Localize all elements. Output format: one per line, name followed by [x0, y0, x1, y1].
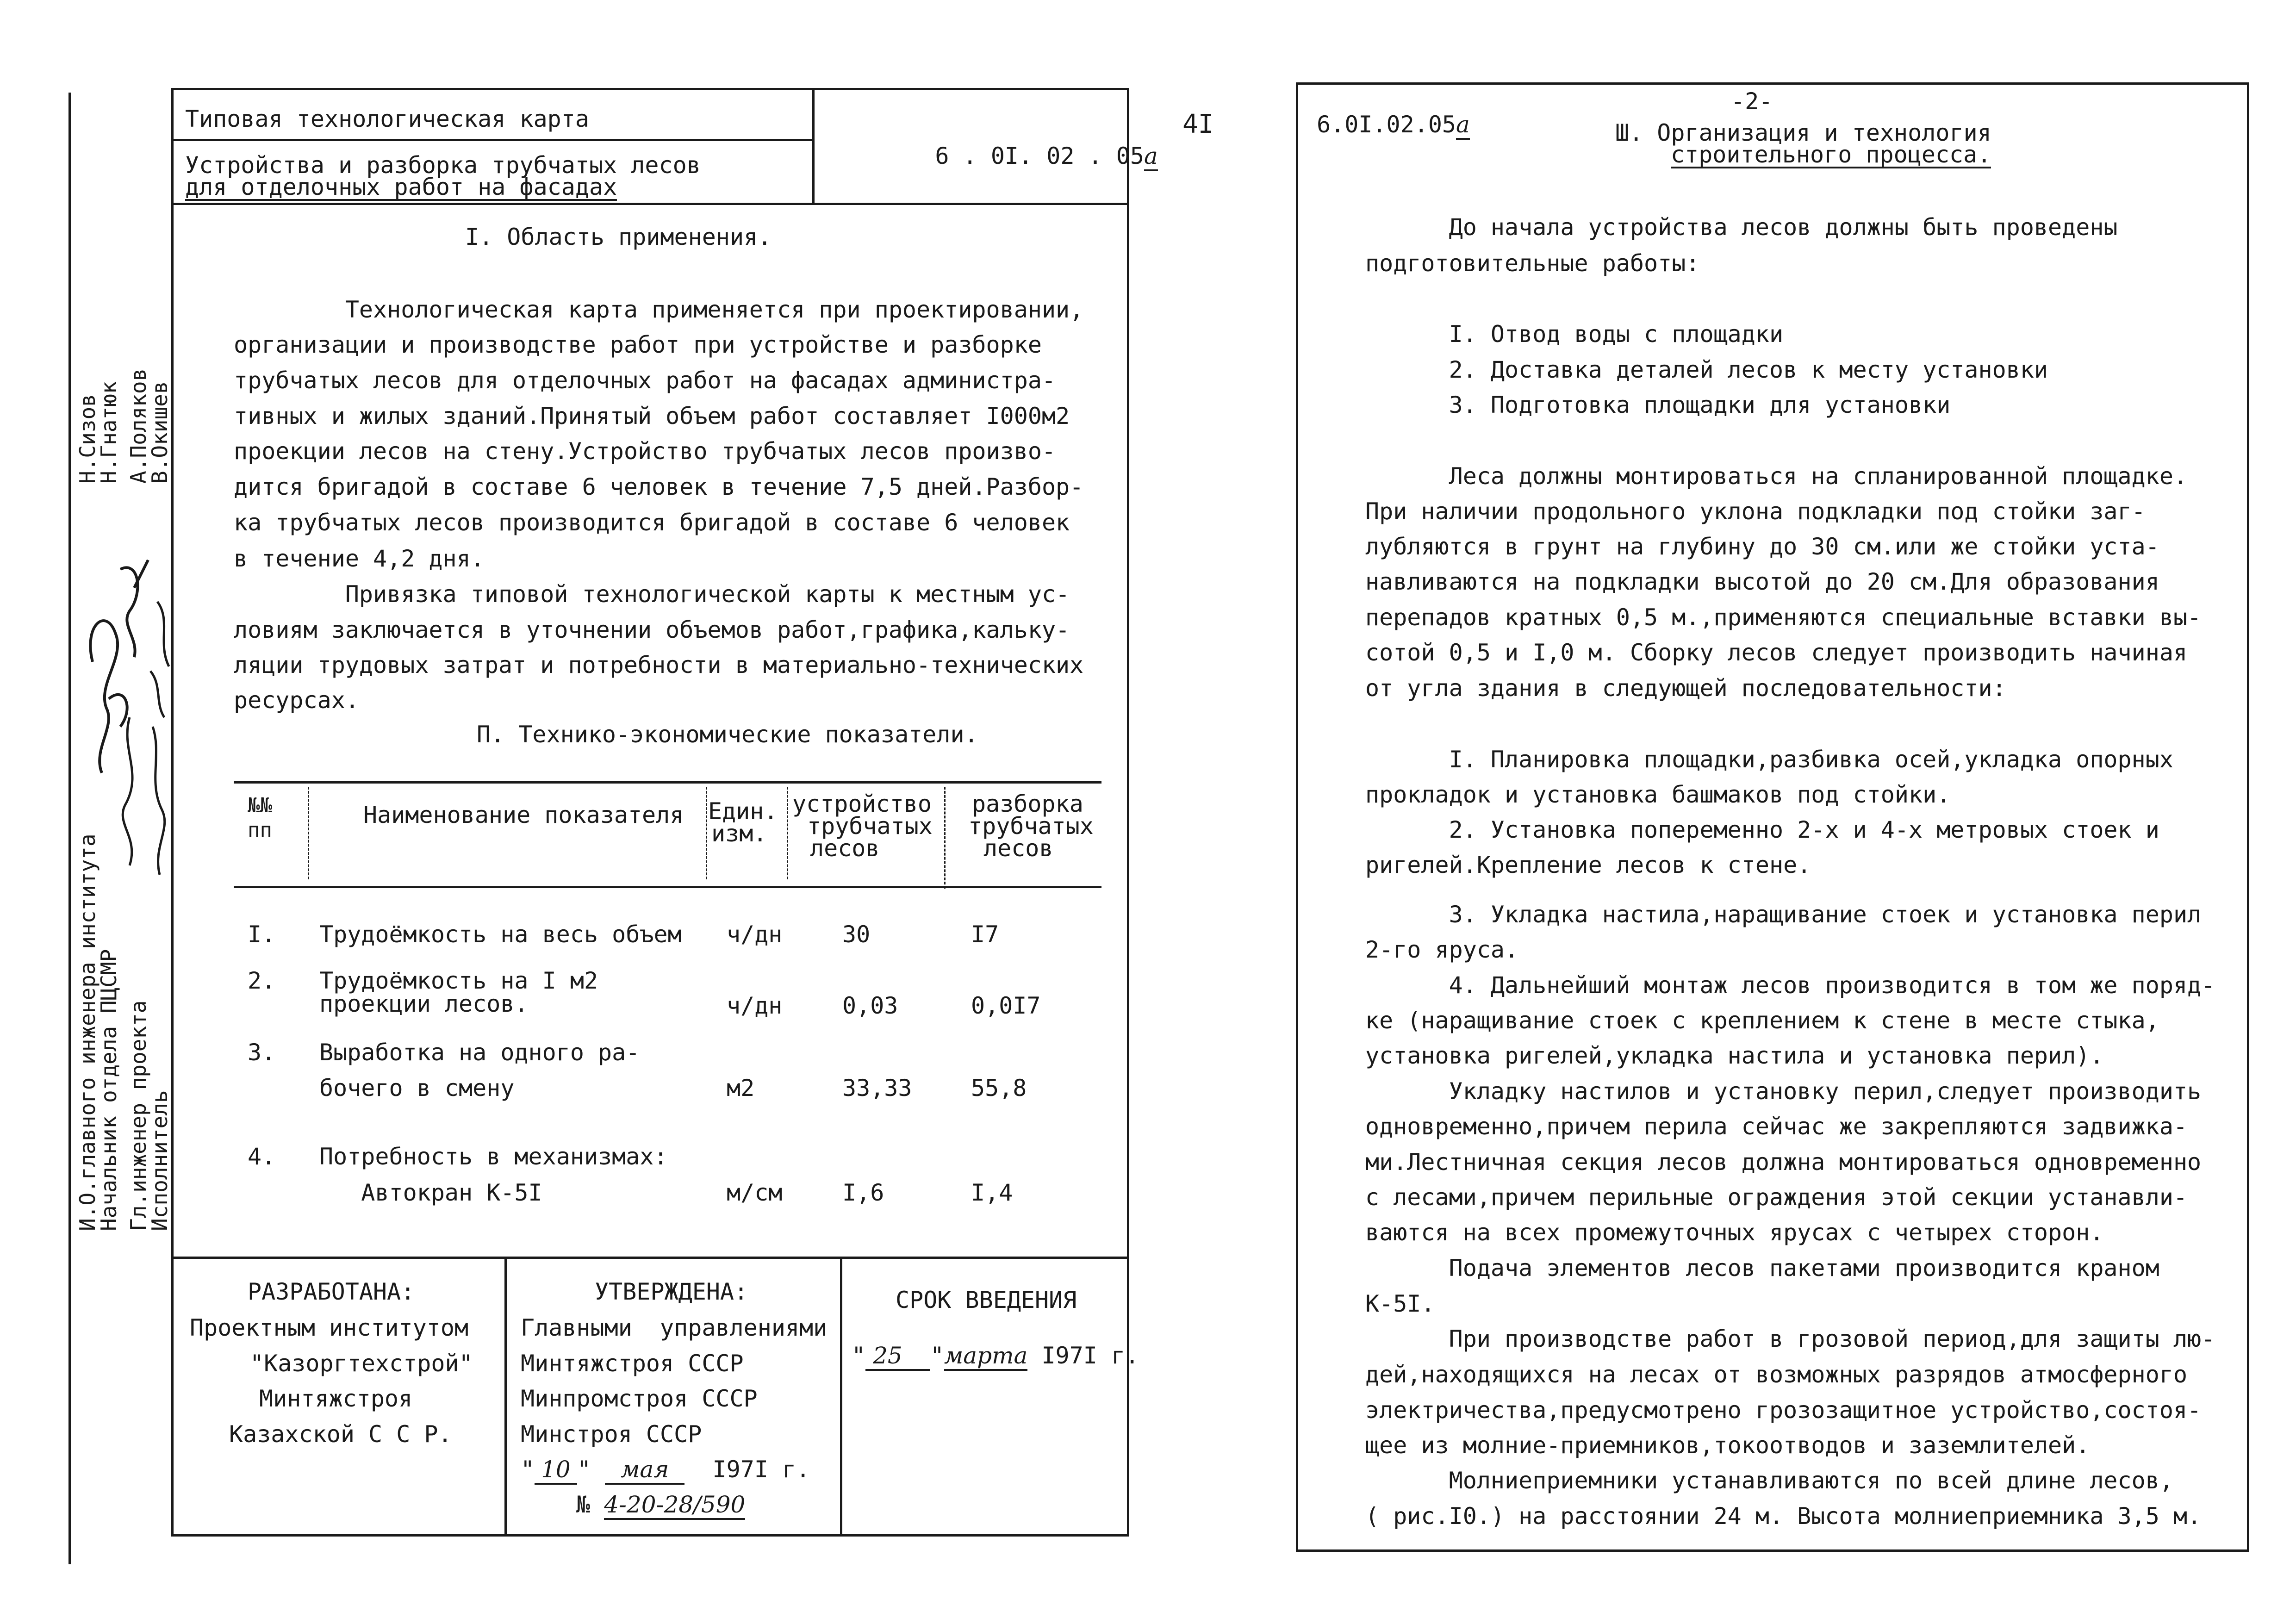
cell-name: Выработка на одного ра- — [319, 1039, 640, 1066]
text-line: перепадов кратных 0,5 м.,применяются специальные вставки вы- — [1365, 604, 2202, 631]
cell-install: I,6 — [842, 1179, 884, 1206]
intro-date: " 25 "марта I97I г. — [852, 1342, 1139, 1369]
text-line: 2. Установка попеременно 2-х и 4-х метровых стоек и — [1365, 816, 2159, 843]
text-line: подготовительные работы: — [1365, 250, 1700, 277]
cell-name: Трудоёмкость на весь объем — [319, 921, 682, 948]
text-line: До начала устройства лесов должны быть проведены — [1365, 214, 2118, 241]
text-line: ляции трудовых затрат и потребности в материально-технических — [234, 652, 1084, 678]
role-department-head: Начальник отдела ПЦСМР — [96, 949, 121, 1231]
th-unit-2: изм. — [711, 820, 767, 847]
developed-title: РАЗРАБОТАНА: — [248, 1278, 415, 1305]
developed-line: Минтяжстроя — [259, 1385, 413, 1412]
handwritten-signatures — [65, 532, 176, 884]
intro-day: 25 — [865, 1342, 930, 1371]
cell-num: 4. — [248, 1143, 276, 1170]
cell-name: Автокран К-5I — [319, 1179, 542, 1206]
text-line: щее из молние-приемников,токоотводов и заземлителей. — [1365, 1432, 2090, 1459]
page-marker: -2- — [1731, 88, 1773, 115]
cell-name: Трудоёмкость на I м2 — [319, 967, 598, 994]
developed-line: "Казоргтехстрой" — [250, 1350, 473, 1377]
list-item: 3. Подготовка площадки для установки — [1365, 392, 1951, 418]
text-line: организации и производстве работ при устройстве и разборке — [234, 331, 1042, 358]
text-line: прокладок и установка башмаков под стойки. — [1365, 781, 1951, 808]
text-line: ригелей.Крепление лесов к стене. — [1365, 852, 1811, 878]
text-line: 4. Дальнейший монтаж лесов производится в том же поряд- — [1365, 972, 2215, 999]
approved-year: I97I г. — [712, 1456, 810, 1483]
card-subtitle-1: Устройства и разборка трубчатых лесов — [185, 152, 701, 179]
section1-title: I. Область применения. — [465, 224, 772, 250]
table-header-rule — [234, 886, 1101, 888]
role-chief-engineer: И.О.главного инженера института — [75, 834, 100, 1231]
intro-year: I97I г. — [1041, 1342, 1139, 1369]
text-line: одновременно,причем перила сейчас же закрепляются задвижка- — [1365, 1113, 2188, 1140]
table-col-divider — [944, 787, 947, 889]
cell-unit: ч/дн — [727, 992, 783, 1019]
text-line: ваются на всех промежуточных ярусах с четырех сторон. — [1365, 1219, 2104, 1246]
text-line: Леса должны монтироваться на спланированной площадке. — [1365, 463, 2188, 490]
text-line: с лесами,причем перильные ограждения этой секции устанавли- — [1365, 1184, 2188, 1211]
th-unit-1: Един. — [708, 798, 778, 825]
text-line: сотой 0,5 и I,0 м. Сборку лесов следует производить начиная — [1365, 639, 2188, 666]
approved-line: Минтяжстроя СССР — [521, 1350, 744, 1377]
footer-divider-1 — [504, 1257, 507, 1537]
card-type-title: Типовая технологическая карта — [185, 106, 589, 132]
text-line: ке (наращивание стоек с креплением к стене в месте стыка, — [1365, 1007, 2159, 1034]
text-line: Укладку настилов и установку перил,следует производить — [1365, 1078, 2202, 1105]
text-line: лубляются в грунт на глубину до 30 см.или же стойки уста- — [1365, 533, 2159, 560]
text-line: дей,находящихся на лесах от возможных разрядов атмосферного — [1365, 1361, 2188, 1388]
cell-dismantle: I7 — [971, 921, 999, 948]
th-dismantle-1: разборка — [972, 790, 1083, 817]
header-bottom-line — [171, 203, 1129, 205]
th-dismantle-3: лесов — [983, 835, 1053, 862]
table-col-divider — [787, 787, 790, 879]
approved-month: мая — [605, 1456, 684, 1485]
text-line: проекции лесов на стену.Устройство трубчатых лесов произво- — [234, 438, 1056, 465]
cell-num: 2. — [248, 967, 276, 994]
header-divider-vertical — [812, 88, 815, 204]
section2-title: П. Технико-экономические показатели. — [477, 721, 978, 748]
card-subtitle-2: для отделочных работ на фасадах — [185, 174, 617, 200]
approved-line: Минстроя СССР — [521, 1421, 702, 1448]
header-divider-horizontal — [171, 139, 815, 141]
text-line: установка ригелей,укладка настила и установка перил). — [1365, 1042, 2104, 1069]
text-line: Технологическая карта применяется при проектировании, — [234, 296, 1084, 323]
approved-date: " 10 " мая I97I г. — [521, 1456, 810, 1483]
role-executor: Исполнитель — [147, 1090, 172, 1231]
cell-dismantle: I,4 — [971, 1179, 1013, 1206]
th-name: Наименование показателя — [363, 802, 684, 828]
page-number: 4I — [1182, 109, 1214, 139]
text-line: При производстве работ в грозовой период,для защиты лю- — [1365, 1325, 2215, 1352]
right-card-code — [1317, 111, 1470, 138]
text-line: Молниеприемники устанавливаются по всей длине лесов, — [1365, 1467, 2173, 1494]
section3-title: Ш. Организация и технология — [1615, 119, 1991, 146]
th-install-3: лесов — [810, 835, 880, 862]
card-code — [879, 116, 1158, 196]
text-line: I. Планировка площадки,разбивка осей,укладка опорных — [1365, 746, 2173, 773]
approved-line: Минпромстроя СССР — [521, 1385, 758, 1412]
cell-dismantle: 55,8 — [971, 1075, 1027, 1101]
th-num-2: пп — [248, 818, 272, 842]
text-line: ресурсах. — [234, 687, 359, 714]
approved-number — [576, 1491, 745, 1518]
text-line: ( рис.I0.) на расстоянии 24 м. Высота молниеприемника 3,5 м. — [1365, 1503, 2202, 1530]
cell-num: I. — [248, 921, 276, 948]
cell-num: 3. — [248, 1039, 276, 1066]
text-line: от угла здания в следующей последовательности: — [1365, 675, 2006, 702]
list-item: I. Отвод воды с площадки — [1365, 321, 1784, 348]
text-line: тивных и жилых зданий.Принятый объем работ составляет I000м2 — [234, 403, 1070, 429]
text-line: 2-го яруса. — [1365, 936, 1519, 963]
text-line: электричества,предусмотрено грозозащитное устройство,состоя- — [1365, 1397, 2202, 1424]
role-project-engineer: Гл.инженер проекта — [126, 1000, 151, 1231]
text-line: К-5I. — [1365, 1290, 1435, 1317]
cell-unit: м2 — [727, 1075, 755, 1101]
right-code-suffix: а — [1456, 111, 1470, 140]
name-okishev: В.Окишев — [147, 381, 172, 484]
approved-day: 10 — [535, 1456, 577, 1485]
cell-install: 0,03 — [842, 992, 898, 1019]
name-polyakov: А.Поляков — [126, 368, 151, 484]
name-sizov: Н.Сизов — [75, 394, 100, 484]
text-line: ми.Лестничная секция лесов должна монтироваться одновременно — [1365, 1149, 2202, 1176]
cell-install: 30 — [842, 921, 871, 948]
card-code-text: 6 . 0I. 02 . 05 — [935, 143, 1144, 169]
developed-line: Казахской С С Р. — [229, 1421, 452, 1448]
footer-top-rule — [171, 1257, 1129, 1259]
intro-title: СРОК ВВЕДЕНИЯ — [896, 1287, 1077, 1313]
cell-install: 33,33 — [842, 1075, 912, 1101]
text-line: трубчатых лесов для отделочных работ на фасадах администра- — [234, 367, 1056, 394]
list-item: 2. Доставка деталей лесов к месту установки — [1365, 356, 2048, 383]
text-line: При наличии продольного уклона подкладки под стойки заг- — [1365, 498, 2146, 525]
table-col-divider — [308, 787, 311, 879]
text-line: Привязка типовой технологической карты к местным ус- — [234, 581, 1070, 608]
section3-subtitle: строительного процесса. — [1671, 141, 1991, 168]
cell-unit: м/см — [727, 1179, 783, 1206]
text-line: дится бригадой в составе 6 человек в течение 7,5 дней.Разбор- — [234, 473, 1084, 500]
text-line: навливаются на подкладки высотой до 20 см.Для образования — [1365, 568, 2159, 595]
table-top-rule — [234, 781, 1101, 784]
intro-month: марта — [944, 1342, 1028, 1371]
th-dismantle-2: трубчатых — [968, 813, 1094, 840]
text-line: в течение 4,2 дня. — [234, 545, 485, 572]
cell-unit: ч/дн — [727, 921, 783, 948]
approved-line: Главными управлениями — [521, 1314, 828, 1341]
cell-dismantle: 0,0I7 — [971, 992, 1041, 1019]
approved-number-value: 4-20-28/590 — [604, 1491, 745, 1520]
cell-name: проекции лесов. — [319, 990, 529, 1017]
footer-divider-2 — [840, 1257, 842, 1537]
th-num-1: №№ — [248, 794, 272, 817]
text-line: 3. Укладка настила,наращивание стоек и установка перил — [1365, 901, 2202, 928]
approved-title: УТВЕРЖДЕНА: — [595, 1278, 748, 1305]
th-install-1: устройство — [792, 790, 932, 817]
th-install-2: трубчатых — [807, 813, 933, 840]
name-gnatyuk: Н.Гнатюк — [96, 381, 121, 484]
developed-line: Проектным институтом — [190, 1314, 469, 1341]
text-line: Подача элементов лесов пакетами производится краном — [1365, 1255, 2159, 1282]
number-sign: № — [576, 1491, 591, 1518]
cell-name: бочего в смену — [319, 1075, 515, 1101]
text-line: ловиям заключается в уточнении объемов работ,графика,кальку- — [234, 616, 1070, 643]
right-code-text: 6.0I.02.05 — [1317, 111, 1456, 138]
text-line: ка трубчатых лесов производится бригадой в составе 6 человек — [234, 509, 1070, 536]
card-code-suffix: а — [1144, 143, 1158, 171]
cell-name: Потребность в механизмах: — [319, 1143, 668, 1170]
